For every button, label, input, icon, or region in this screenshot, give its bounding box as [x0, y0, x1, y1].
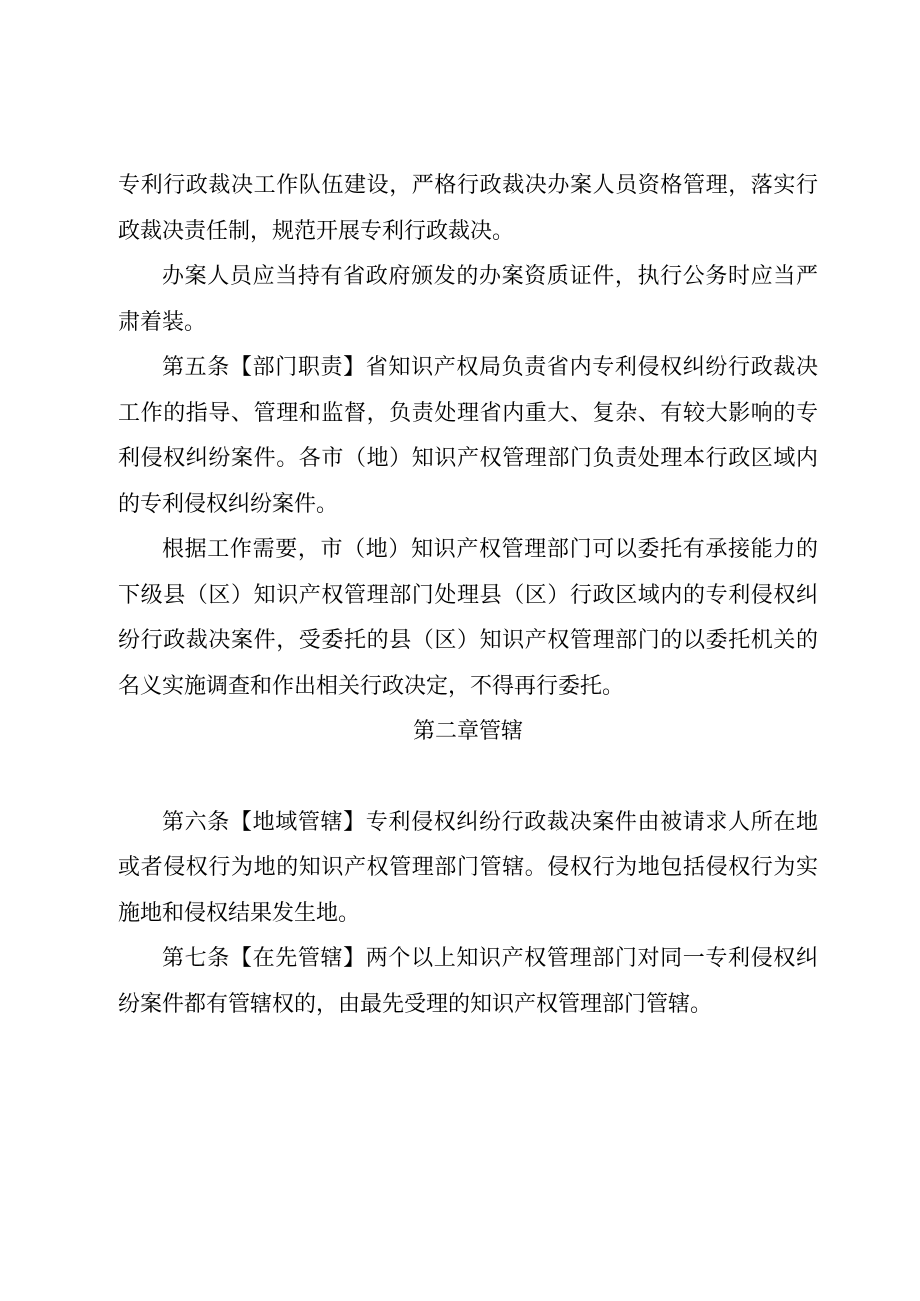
section-spacer	[118, 755, 818, 800]
paragraph-continuation: 专利行政裁决工作队伍建设，严格行政裁决办案人员资格管理，落实行政裁决责任制，规范开展专利行政裁决。	[118, 173, 818, 244]
paragraph-staff-credentials: 办案人员应当持有省政府颁发的办案资质证件，执行公务时应当严肃着装。	[118, 264, 818, 335]
chapter-title: 第二章管辖	[412, 719, 523, 744]
paragraph-delegation: 根据工作需要，市（地）知识产权管理部门可以委托有承接能力的下级县（区）知识产权管理部门处理县（区）行政区域内的专利侵权纠纷行政裁决案件，受委托的县（区）知识产权管理部门的以委托机关的名义实施调查和作出相关行政决定，不得再行委托。	[118, 537, 818, 699]
document-page	[118, 163, 818, 1027]
paragraph-article-7: 第七条【在先管辖】两个以上知识产权管理部门对同一专利侵权纠纷案件都有管辖权的，由最先受理的知识产权管理部门管辖。	[118, 946, 818, 1017]
paragraph-article-5: 第五条【部门职责】省知识产权局负责省内专利侵权纠纷行政裁决工作的指导、管理和监督，负责处理省内重大、复杂、有较大影响的专利侵权纠纷案件。各市（地）知识产权管理部门负责处理本行政区域内的专利侵权纠纷案件。	[118, 355, 818, 517]
paragraph-article-6: 第六条【地域管辖】专利侵权纠纷行政裁决案件由被请求人所在地或者侵权行为地的知识产权管理部门管辖。侵权行为地包括侵权行为实施地和侵权结果发生地。	[118, 809, 818, 926]
